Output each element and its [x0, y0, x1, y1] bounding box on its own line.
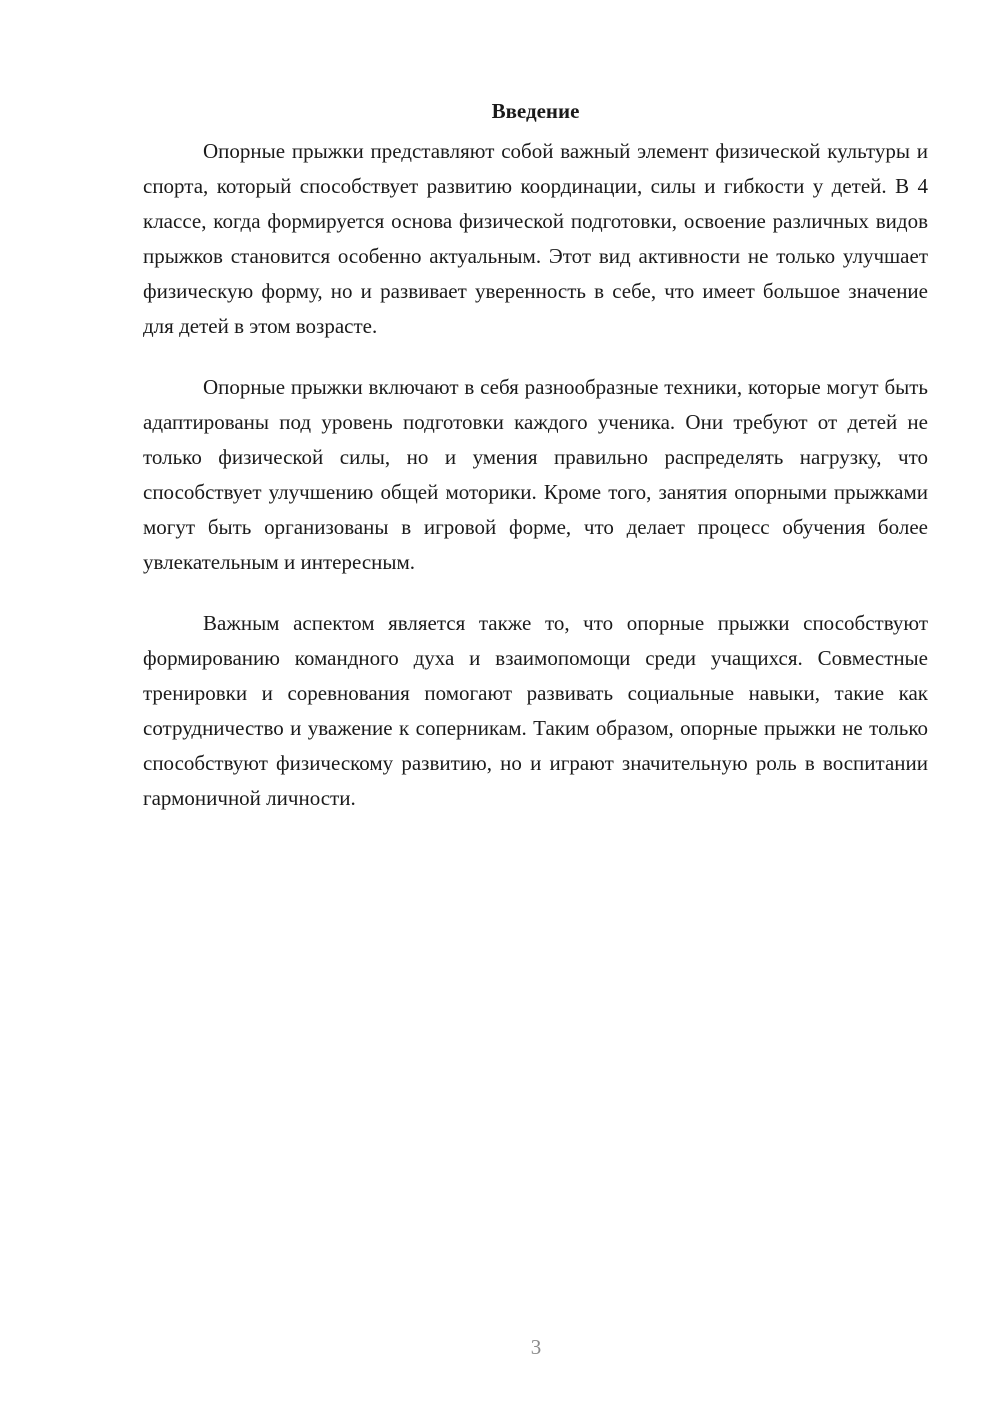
paragraph-3: Важным аспектом является также то, что опорные прыжки способствуют формированию командного духа и взаимопомощи среди учащихся. Совместные тренировки и соревнования помогают развивать социальные навыки, такие как сотрудничество и уважение к соперникам. Таким образом, опорные прыжки не только способствуют физическому развитию, но и играют значительную роль в воспитании гармоничной личности.: [143, 611, 928, 810]
page-content: [143, 96, 928, 842]
page-number: 3: [530, 1335, 542, 1359]
paragraph-2: Опорные прыжки включают в себя разнообразные техники, которые могут быть адаптированы под уровень подготовки каждого ученика. Они требуют от детей не только физической силы, но и умения правильно распределять нагрузку, что способствует улучшению общей моторики. Кроме того, занятия опорными прыжками могут быть организованы в игровой форме, что делает процесс обучения более увлекательным и интересным.: [143, 375, 928, 574]
paragraph-1: Опорные прыжки представляют собой важный элемент физической культуры и спорта, который способствует развитию координации, силы и гибкости у детей. В 4 классе, когда формируется основа физической подготовки, освоение различных видов прыжков становится особенно актуальным. Этот вид активности не только улучшает физическую форму, но и развивает уверенность в себе, что имеет большое значение для детей в этом возрасте.: [143, 139, 928, 338]
page-title: Введение: [491, 99, 580, 123]
